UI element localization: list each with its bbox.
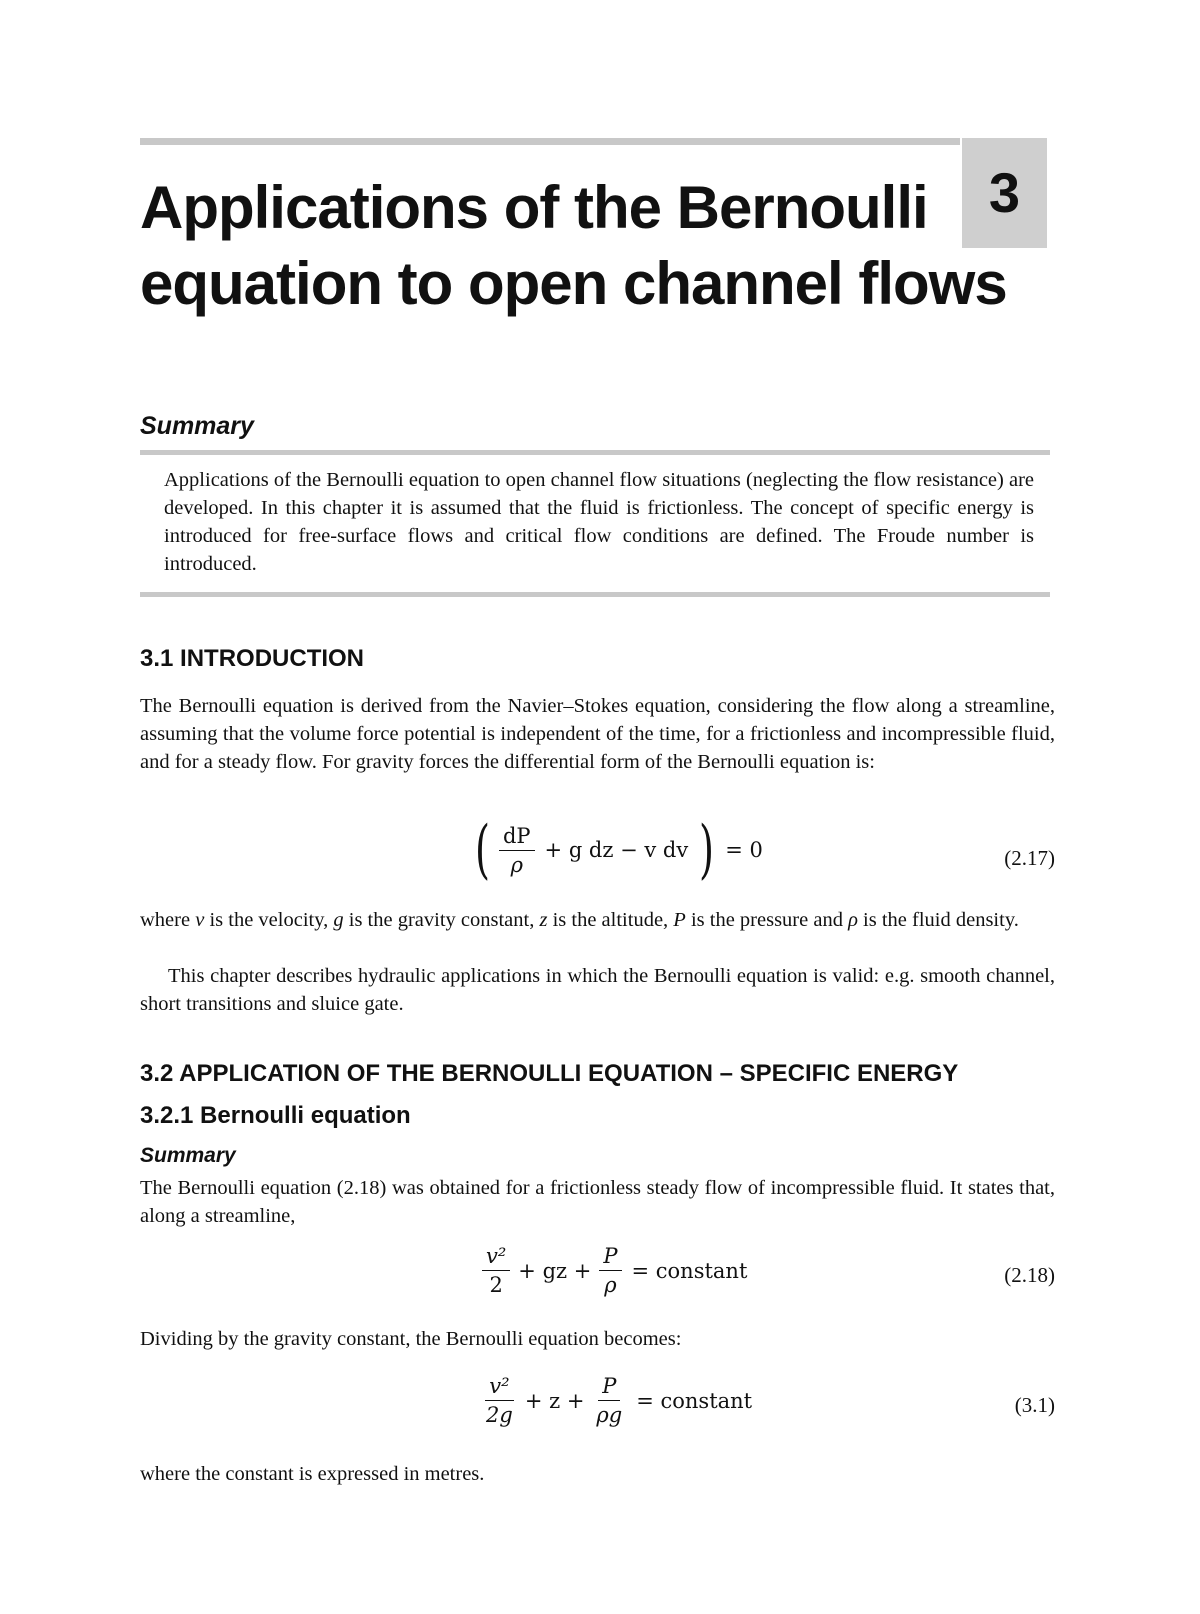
summary-heading: Summary — [140, 412, 254, 440]
summary-top-rule — [140, 450, 1050, 455]
equation-2-18 — [478, 1244, 747, 1297]
fraction-P-over-rho-g — [592, 1374, 626, 1427]
equation-terms: + gz + — [518, 1258, 592, 1283]
equation-rhs: = 0 — [725, 838, 763, 862]
fraction-numerator: dP — [499, 824, 535, 851]
chapter-title-line-2: equation to open channel flows — [140, 250, 1007, 317]
section-3-1-paragraph-2: where v is the velocity, g is the gravity constant, z is the altitude, P is the pressure and ρ is the fluid density. — [140, 909, 1019, 931]
section-3-2-1-summary-heading: Summary — [140, 1144, 236, 1167]
chapter-number: 3 — [988, 161, 1021, 224]
section-3-1-paragraph-3: This chapter describes hydraulic applications in which the Bernoulli equation is valid: e.g. smooth channel, short transitions and sluice gate. — [140, 965, 1055, 1015]
section-3-1-paragraph-1: The Bernoulli equation is derived from the Navier–Stokes equation, considering the flow along a streamline, assuming that the volume force potential is independent of the time, for a frictionless and incompressible fluid, and for a steady flow. For gravity forces the differential form of the Bernoulli equation is: — [140, 695, 1055, 773]
section-3-2-1-paragraph-1: The Bernoulli equation (2.18) was obtained for a frictionless steady flow of incompressible fluid. It states that, along a streamline, — [140, 1177, 1055, 1227]
equation-terms: + z + — [524, 1388, 585, 1413]
fraction-denominator: 2 — [489, 1273, 503, 1297]
section-3-1-heading: 3.1 INTRODUCTION — [140, 645, 365, 672]
fraction-denominator: ρ — [510, 852, 523, 877]
chapter-header-rule — [140, 138, 960, 145]
section-3-2-1-paragraph-3: where the constant is expressed in metres. — [140, 1463, 485, 1485]
fraction-denominator: ρg — [596, 1403, 623, 1427]
equation-label-3-1: (3.1) — [1014, 1393, 1055, 1417]
equation-label-2-17: (2.17) — [1004, 846, 1055, 870]
equation-rhs: = constant — [636, 1388, 753, 1413]
fraction-v2-over-2g — [482, 1374, 517, 1427]
summary-text: Applications of the Bernoulli equation to open channel flow situations (neglecting the flow resistance) are developed. In this chapter it is assumed that the fluid is frictionless. The concept of specific energy is introduced for free-surface flows and critical flow conditions are defined. The Froude number is introduced. — [164, 469, 1034, 575]
fraction-denominator: 2g — [486, 1403, 513, 1427]
chapter-title — [140, 170, 1007, 322]
fraction-dP-rho — [499, 824, 535, 877]
fraction-numerator: v² — [482, 1244, 510, 1271]
section-3-2-1-heading: 3.2.1 Bernoulli equation — [140, 1102, 411, 1129]
left-paren: ( — [474, 813, 490, 887]
fraction-P-over-rho — [599, 1244, 621, 1297]
fraction-numerator: v² — [485, 1374, 513, 1401]
right-paren: ) — [699, 813, 715, 887]
section-3-2-heading: 3.2 APPLICATION OF THE BERNOULLI EQUATION – SPECIFIC ENERGY — [140, 1060, 959, 1087]
equation-label-2-18: (2.18) — [1004, 1263, 1055, 1287]
summary-bottom-rule — [140, 592, 1050, 597]
fraction-denominator: ρ — [604, 1273, 617, 1297]
chapter-title-line-1: Applications of the Bernoulli — [140, 174, 928, 241]
section-3-2-1-paragraph-2: Dividing by the gravity constant, the Bernoulli equation becomes: — [140, 1328, 682, 1350]
equation-3-1 — [478, 1374, 752, 1427]
equation-2-17 — [470, 813, 763, 887]
fraction-numerator: P — [599, 1244, 621, 1271]
equation-rhs: = constant — [631, 1258, 748, 1283]
fraction-v2-over-2 — [482, 1244, 510, 1297]
fraction-numerator: P — [598, 1374, 620, 1401]
equation-terms: + g dz − v dv — [544, 838, 689, 862]
